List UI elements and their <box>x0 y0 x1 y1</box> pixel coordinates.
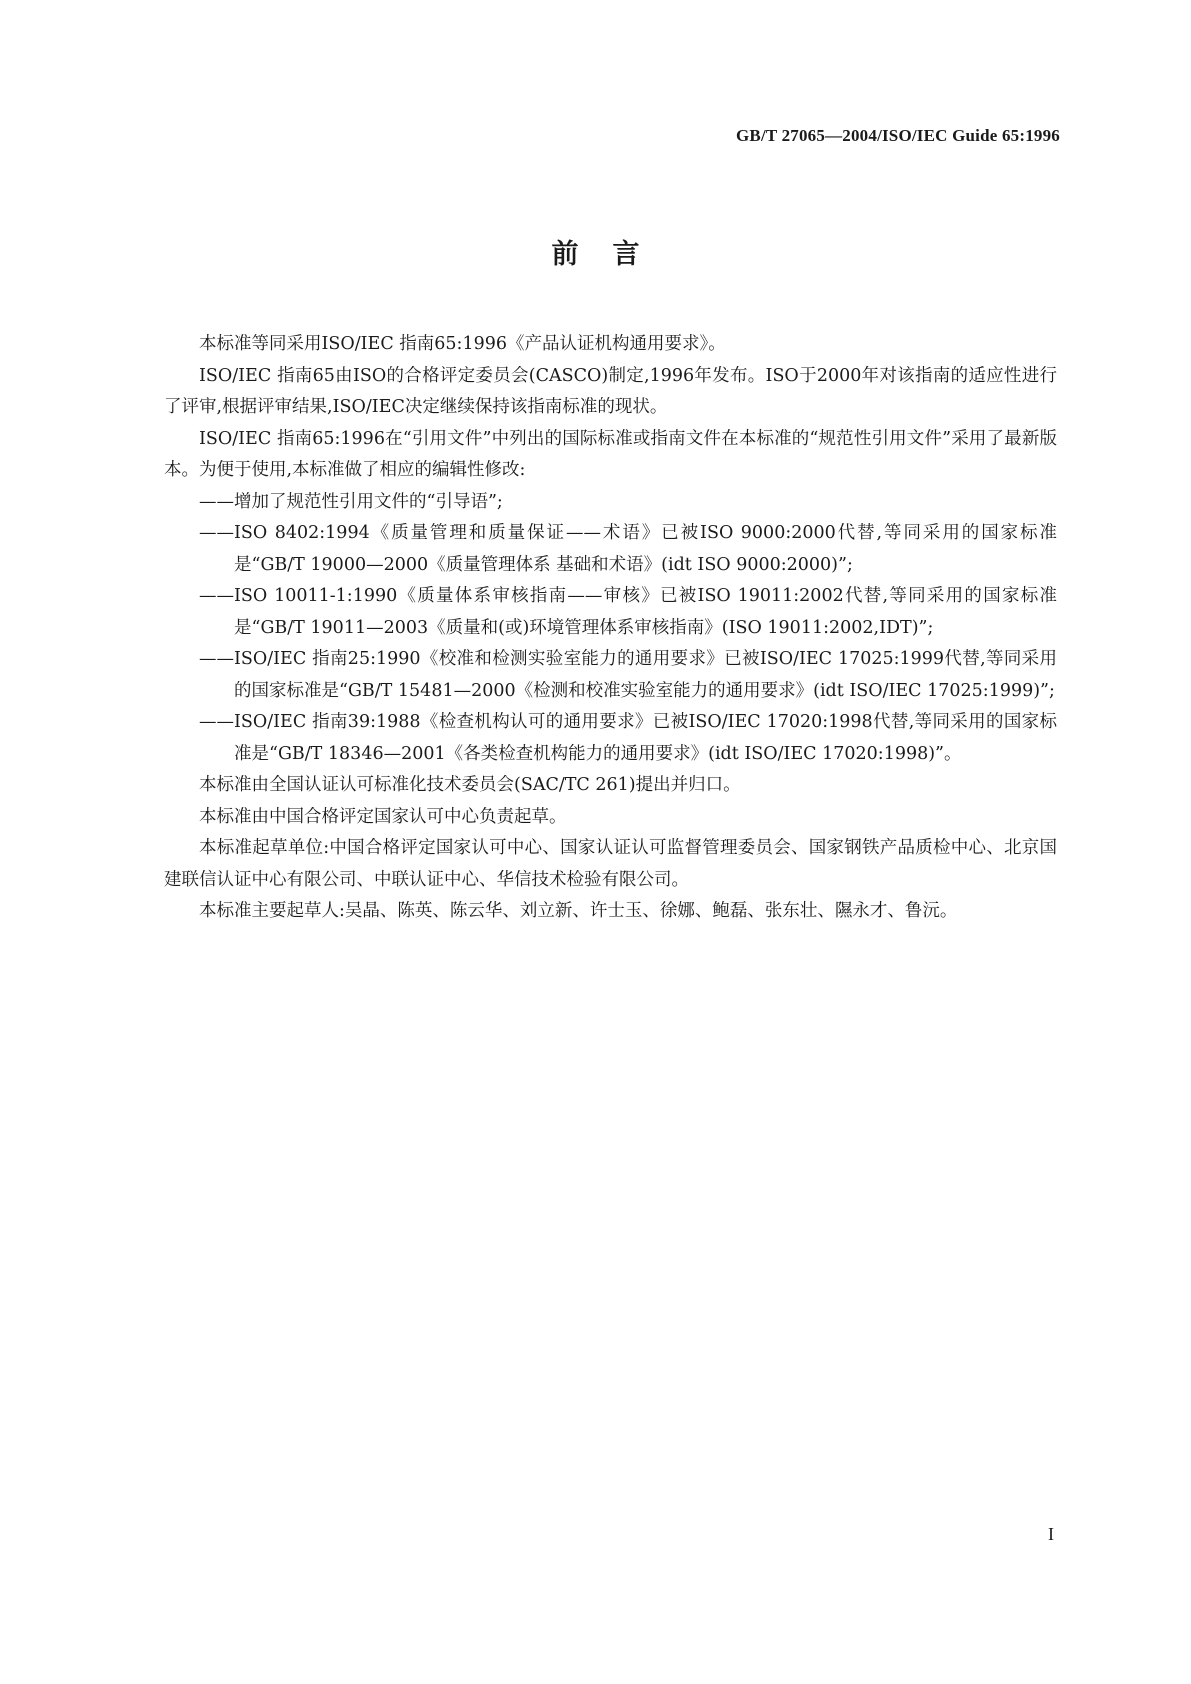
foreword-body <box>164 329 1057 928</box>
paragraph: 本标准主要起草人:吴晶、陈英、陈云华、刘立新、许士玉、徐娜、鲍磊、张东壮、隰永才、鲁沅。 <box>199 901 958 921</box>
paragraph: ISO/IEC 指南65:1996在“引用文件”中列出的国际标准或指南文件在本标准的“规范性引用文件”采用了最新版本。为便于使用,本标准做了相应的编辑性修改: <box>164 428 1057 480</box>
list-item: ——ISO 10011-1:1990《质量体系审核指南——审核》已被ISO 19011:2002代替,等同采用的国家标准是“GB/T 19011—2003《质量和(或)环境管理体系审核指南》(ISO 19011:2002,IDT)”; <box>199 586 1057 638</box>
paragraph: 本标准起草单位:中国合格评定国家认可中心、国家认证认可监督管理委员会、国家钢铁产品质检中心、北京国建联信认证中心有限公司、中联认证中心、华信技术检验有限公司。 <box>164 838 1057 890</box>
list-item: ——增加了规范性引用文件的“引导语”; <box>199 491 503 512</box>
list-item: ——ISO/IEC 指南39:1988《检查机构认可的通用要求》已被ISO/IEC 17020:1998代替,等同采用的国家标准是“GB/T 18346—2001《各类检查机构能力的通用要求》(idt ISO/IEC 17020:1998)”。 <box>199 712 1057 764</box>
page-number: I <box>1048 1524 1054 1544</box>
paragraph: 本标准由全国认证认可标准化技术委员会(SAC/TC 261)提出并归口。 <box>199 775 741 795</box>
standard-code-header: GB/T 27065—2004/ISO/IEC Guide 65:1996 <box>736 126 1060 145</box>
paragraph: 本标准等同采用ISO/IEC 指南65:1996《产品认证机构通用要求》。 <box>199 334 726 354</box>
list-item: ——ISO 8402:1994《质量管理和质量保证——术语》已被ISO 9000:2000代替,等同采用的国家标准是“GB/T 19000—2000《质量管理体系 基础和术语》(idt ISO 9000:2000)”; <box>199 523 1057 575</box>
page-title: 前言 <box>551 239 674 270</box>
paragraph: 本标准由中国合格评定国家认可中心负责起草。 <box>199 806 567 827</box>
paragraph: ISO/IEC 指南65由ISO的合格评定委员会(CASCO)制定,1996年发布。ISO于2000年对该指南的适应性进行了评审,根据评审结果,ISO/IEC决定继续保持该指南标准的现状。 <box>164 365 1057 417</box>
list-item: ——ISO/IEC 指南25:1990《校准和检测实验室能力的通用要求》已被ISO/IEC 17025:1999代替,等同采用的国家标准是“GB/T 15481—2000《检测和校准实验室能力的通用要求》(idt ISO/IEC 17025:1999)”; <box>199 649 1057 701</box>
